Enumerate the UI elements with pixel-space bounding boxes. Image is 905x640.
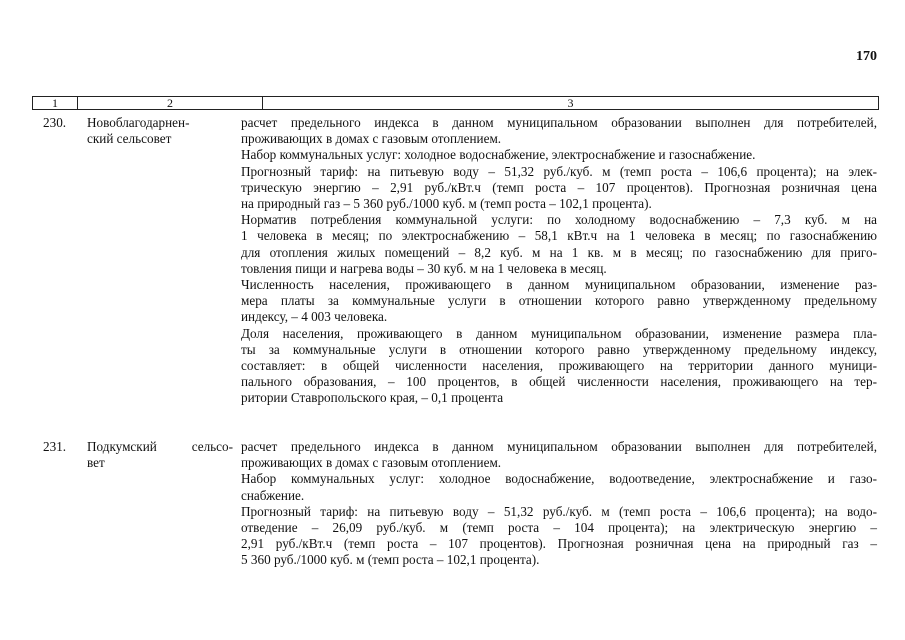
text-line: составляет: в общей численности населения, проживающего на территории данного муници- xyxy=(241,358,877,374)
header-col-3: 3 xyxy=(567,96,574,110)
text-line: Прогнозный тариф: на питьевую воду – 51,32 руб./куб. м (темп роста – 106,6 процента); на водо- xyxy=(241,503,877,519)
text-line: на природный газ – 5 360 руб./1000 куб. м (темп роста – 102,1 процента). xyxy=(241,196,652,212)
text-line: Доля населения, проживающего в данном муниципальном образовании, изменение размера пла- xyxy=(241,325,877,341)
text-line: расчет предельного индекса в данном муниципальном образовании выполнен для потребителей, xyxy=(241,439,877,454)
text-line: 5 360 руб./1000 куб. м (темп роста – 102,1 процента). xyxy=(241,552,540,568)
municipality-name xyxy=(87,439,233,471)
text-line: 1 человека в месяц; по электроснабжению – 58,1 кВт.ч на 1 человека в месяц; по газоснабжению xyxy=(241,228,877,244)
municipality-name-line: ский сельсовет xyxy=(87,131,172,147)
text-line: проживающих в домах с газовым отоплением. xyxy=(241,131,502,147)
text-line: снабжение. xyxy=(241,487,305,503)
text-line: для отопления жилых помещений – 8,2 куб. м на 1 кв. м в месяц; по газоснабжению для приго- xyxy=(241,244,877,260)
header-col-2: 2 xyxy=(78,97,263,109)
municipality-name-line: вет xyxy=(87,455,105,471)
text-line: ритории Ставропольского края, – 0,1 процента xyxy=(241,390,504,406)
text-line: отведение – 26,09 руб./куб. м (темп роста – 104 процента); на электрическую энергию – xyxy=(241,520,877,536)
text-line: проживающих в домах с газовым отоплением. xyxy=(241,455,502,471)
text-line: товления пищи и нагрева воды – 30 куб. м на 1 человека в месяц. xyxy=(241,260,607,276)
text-line: 2,91 руб./кВт.ч (темп роста – 107 процентов). Прогнозная розничная цена на природный газ – xyxy=(241,536,877,552)
municipality-name-line: Новоблагодарнен- xyxy=(87,115,190,130)
text-line: Норматив потребления коммунальной услуги: по холодному водоснабжению – 7,3 куб. м на xyxy=(241,212,877,228)
text-line: ты за коммунальные услуги в отношении которого равно утвержденному предельному индексу, xyxy=(241,341,877,357)
text-line: Набор коммунальных услуг: холодное водоснабжение, электроснабжение и газоснабжение. xyxy=(241,147,756,163)
row-number: 230. xyxy=(43,115,67,130)
text-line: индексу, – 4 003 человека. xyxy=(241,309,388,325)
row-description xyxy=(241,115,877,407)
page-number: 170 xyxy=(856,49,877,64)
text-line: Набор коммунальных услуг: холодное водоснабжение, водоотведение, электроснабжение и газо- xyxy=(241,471,877,487)
header-col-1: 1 xyxy=(33,97,78,109)
text-line: пального образования, – 100 процентов, в общей численности населения, проживающего на тер- xyxy=(241,374,877,390)
row-description xyxy=(241,439,877,569)
text-line: Прогнозный тариф: на питьевую воду – 51,32 руб./куб. м (темп роста – 106,6 процента); на элек- xyxy=(241,163,877,179)
row-number: 231. xyxy=(43,439,67,454)
text-line: Численность населения, проживающего в данном муниципальном образовании, изменение раз- xyxy=(241,277,877,293)
municipality-name xyxy=(87,115,233,147)
table-header xyxy=(32,96,879,110)
text-line: трическую энергию – 2,91 руб./кВт.ч (темп роста – 107 процентов). Прогнозная розничная цена xyxy=(241,179,877,195)
text-line: расчет предельного индекса в данном муниципальном образовании выполнен для потребителей, xyxy=(241,115,877,130)
text-line: мера платы за коммунальные услуги в отношении которого равно утвержденному предельному xyxy=(241,293,877,309)
municipality-name-line: Подкумский сельсо- xyxy=(87,439,233,454)
